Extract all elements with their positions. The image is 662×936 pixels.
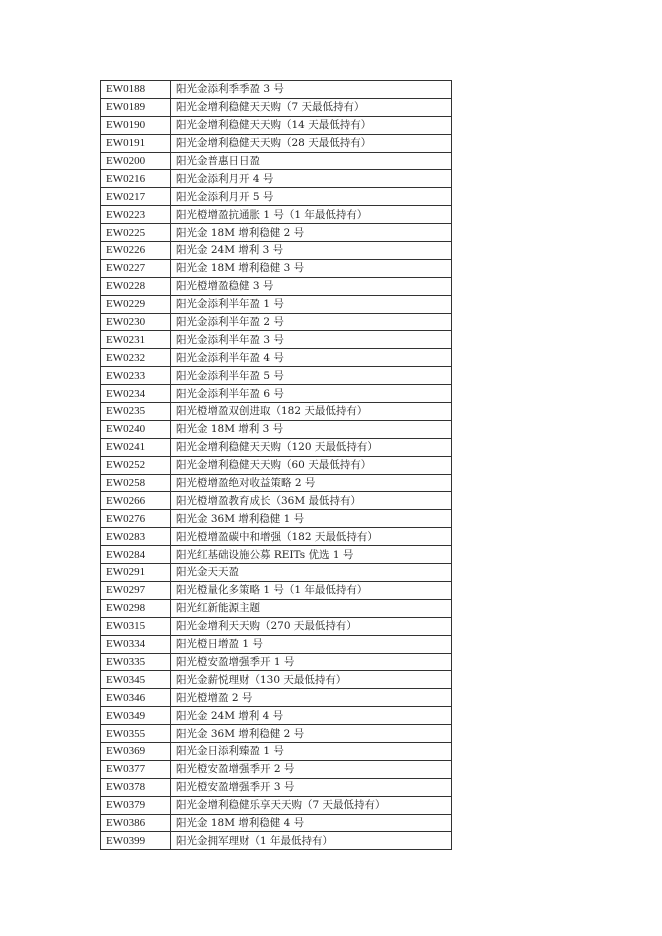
table-row: [101, 331, 452, 349]
product-code-cell: EW0298: [101, 599, 171, 617]
product-name-cell: 阳光橙增盈绝对收益策略 2 号: [171, 474, 452, 492]
table-row: [101, 564, 452, 582]
product-code-cell: EW0233: [101, 367, 171, 385]
product-name-cell: 阳光橙安盈增强季开 2 号: [171, 760, 452, 778]
product-name-cell: 阳光橙增盈碳中和增强（182 天最低持有）: [171, 528, 452, 546]
product-code-cell: EW0258: [101, 474, 171, 492]
product-code-cell: EW0223: [101, 206, 171, 224]
table-row: [101, 546, 452, 564]
table-row: [101, 259, 452, 277]
product-code-cell: EW0232: [101, 349, 171, 367]
product-code-cell: EW0230: [101, 313, 171, 331]
product-name-cell: 阳光橙安盈增强季开 3 号: [171, 778, 452, 796]
product-name-cell: 阳光金天天盈: [171, 564, 452, 582]
product-name-cell: 阳光金 36M 增利稳健 2 号: [171, 725, 452, 743]
table-row: [101, 81, 452, 99]
product-code-cell: EW0315: [101, 617, 171, 635]
table-row: [101, 313, 452, 331]
table-row: [101, 492, 452, 510]
product-name-cell: 阳光金增利稳健天天购（14 天最低持有）: [171, 116, 452, 134]
product-name-cell: 阳光金普惠日日盈: [171, 152, 452, 170]
table-row: [101, 760, 452, 778]
product-code-cell: EW0200: [101, 152, 171, 170]
table-row: [101, 671, 452, 689]
product-code-cell: EW0379: [101, 796, 171, 814]
product-code-cell: EW0191: [101, 134, 171, 152]
table-row: [101, 474, 452, 492]
product-name-cell: 阳光金添利半年盈 3 号: [171, 331, 452, 349]
product-name-cell: 阳光金 24M 增利 3 号: [171, 242, 452, 260]
table-row: [101, 796, 452, 814]
product-name-cell: 阳光金 18M 增利稳健 4 号: [171, 814, 452, 832]
product-name-cell: 阳光橙增盈 2 号: [171, 689, 452, 707]
product-name-cell: 阳光金日添利臻盈 1 号: [171, 742, 452, 760]
product-name-cell: 阳光金薪悦理财（130 天最低持有）: [171, 671, 452, 689]
product-name-cell: 阳光金添利半年盈 1 号: [171, 295, 452, 313]
table-row: [101, 456, 452, 474]
product-name-cell: 阳光红基础设施公募 REITs 优选 1 号: [171, 546, 452, 564]
product-code-cell: EW0227: [101, 259, 171, 277]
table-row: [101, 206, 452, 224]
product-code-cell: EW0235: [101, 403, 171, 421]
table-row: [101, 653, 452, 671]
table-row: [101, 420, 452, 438]
product-code-cell: EW0266: [101, 492, 171, 510]
table-row: [101, 438, 452, 456]
product-code-cell: EW0284: [101, 546, 171, 564]
product-code-cell: EW0188: [101, 81, 171, 99]
product-name-cell: 阳光橙增盈稳健 3 号: [171, 277, 452, 295]
product-name-cell: 阳光金添利月开 4 号: [171, 170, 452, 188]
product-name-cell: 阳光金增利稳健乐享天天购（7 天最低持有）: [171, 796, 452, 814]
table-row: [101, 403, 452, 421]
table-row: [101, 814, 452, 832]
product-code-cell: EW0225: [101, 224, 171, 242]
product-name-cell: 阳光金添利月开 5 号: [171, 188, 452, 206]
product-name-cell: 阳光橙安盈增强季开 1 号: [171, 653, 452, 671]
product-code-cell: EW0217: [101, 188, 171, 206]
product-name-cell: 阳光橙增盈教育成长（36M 最低持有）: [171, 492, 452, 510]
product-name-cell: 阳光橙增盈双创进取（182 天最低持有）: [171, 403, 452, 421]
table-row: [101, 832, 452, 850]
table-row: [101, 277, 452, 295]
product-code-cell: EW0252: [101, 456, 171, 474]
product-name-cell: 阳光金添利半年盈 6 号: [171, 385, 452, 403]
table-row: [101, 635, 452, 653]
product-code-cell: EW0240: [101, 420, 171, 438]
table-row: [101, 385, 452, 403]
product-code-cell: EW0355: [101, 725, 171, 743]
table-row: [101, 528, 452, 546]
product-code-cell: EW0228: [101, 277, 171, 295]
product-code-cell: EW0216: [101, 170, 171, 188]
product-code-cell: EW0369: [101, 742, 171, 760]
table-row: [101, 617, 452, 635]
product-code-cell: EW0231: [101, 331, 171, 349]
product-code-cell: EW0378: [101, 778, 171, 796]
product-code-cell: EW0276: [101, 510, 171, 528]
table-row: [101, 295, 452, 313]
product-code-cell: EW0283: [101, 528, 171, 546]
table-row: [101, 188, 452, 206]
product-name-cell: 阳光橙量化多策略 1 号（1 年最低持有）: [171, 581, 452, 599]
product-name-cell: 阳光金增利稳健天天购（120 天最低持有）: [171, 438, 452, 456]
product-code-cell: EW0291: [101, 564, 171, 582]
table-row: [101, 224, 452, 242]
product-code-cell: EW0386: [101, 814, 171, 832]
table-row: [101, 152, 452, 170]
table-row: [101, 367, 452, 385]
product-code-cell: EW0189: [101, 98, 171, 116]
table-row: [101, 349, 452, 367]
product-code-cell: EW0190: [101, 116, 171, 134]
product-code-cell: EW0297: [101, 581, 171, 599]
table-row: [101, 116, 452, 134]
product-name-cell: 阳光金拥军理财（1 年最低持有）: [171, 832, 452, 850]
product-name-cell: 阳光红新能源主题: [171, 599, 452, 617]
product-code-cell: EW0346: [101, 689, 171, 707]
product-code-cell: EW0226: [101, 242, 171, 260]
table-row: [101, 707, 452, 725]
product-code-cell: EW0229: [101, 295, 171, 313]
table-row: [101, 510, 452, 528]
product-name-cell: 阳光金增利稳健天天购（7 天最低持有）: [171, 98, 452, 116]
product-name-cell: 阳光金 36M 增利稳健 1 号: [171, 510, 452, 528]
product-table-body: [101, 81, 452, 850]
product-name-cell: 阳光金添利半年盈 4 号: [171, 349, 452, 367]
product-code-cell: EW0335: [101, 653, 171, 671]
product-name-cell: 阳光金添利半年盈 2 号: [171, 313, 452, 331]
table-row: [101, 725, 452, 743]
product-name-cell: 阳光金 18M 增利稳健 3 号: [171, 259, 452, 277]
product-name-cell: 阳光金 24M 增利 4 号: [171, 707, 452, 725]
table-row: [101, 134, 452, 152]
product-code-cell: EW0399: [101, 832, 171, 850]
product-code-cell: EW0377: [101, 760, 171, 778]
product-name-cell: 阳光橙日增盈 1 号: [171, 635, 452, 653]
table-row: [101, 98, 452, 116]
product-code-cell: EW0234: [101, 385, 171, 403]
product-name-cell: 阳光金 18M 增利 3 号: [171, 420, 452, 438]
product-name-cell: 阳光金 18M 增利稳健 2 号: [171, 224, 452, 242]
product-table: [100, 80, 452, 850]
table-row: [101, 742, 452, 760]
product-name-cell: 阳光金添利季季盈 3 号: [171, 81, 452, 99]
product-name-cell: 阳光金添利半年盈 5 号: [171, 367, 452, 385]
product-name-cell: 阳光金增利稳健天天购（60 天最低持有）: [171, 456, 452, 474]
table-row: [101, 689, 452, 707]
table-row: [101, 242, 452, 260]
table-row: [101, 778, 452, 796]
product-code-cell: EW0241: [101, 438, 171, 456]
product-code-cell: EW0345: [101, 671, 171, 689]
table-row: [101, 599, 452, 617]
product-name-cell: 阳光金增利天天购（270 天最低持有）: [171, 617, 452, 635]
product-code-cell: EW0349: [101, 707, 171, 725]
table-row: [101, 170, 452, 188]
product-name-cell: 阳光橙增盈抗通胀 1 号（1 年最低持有）: [171, 206, 452, 224]
table-row: [101, 581, 452, 599]
product-code-cell: EW0334: [101, 635, 171, 653]
product-name-cell: 阳光金增利稳健天天购（28 天最低持有）: [171, 134, 452, 152]
